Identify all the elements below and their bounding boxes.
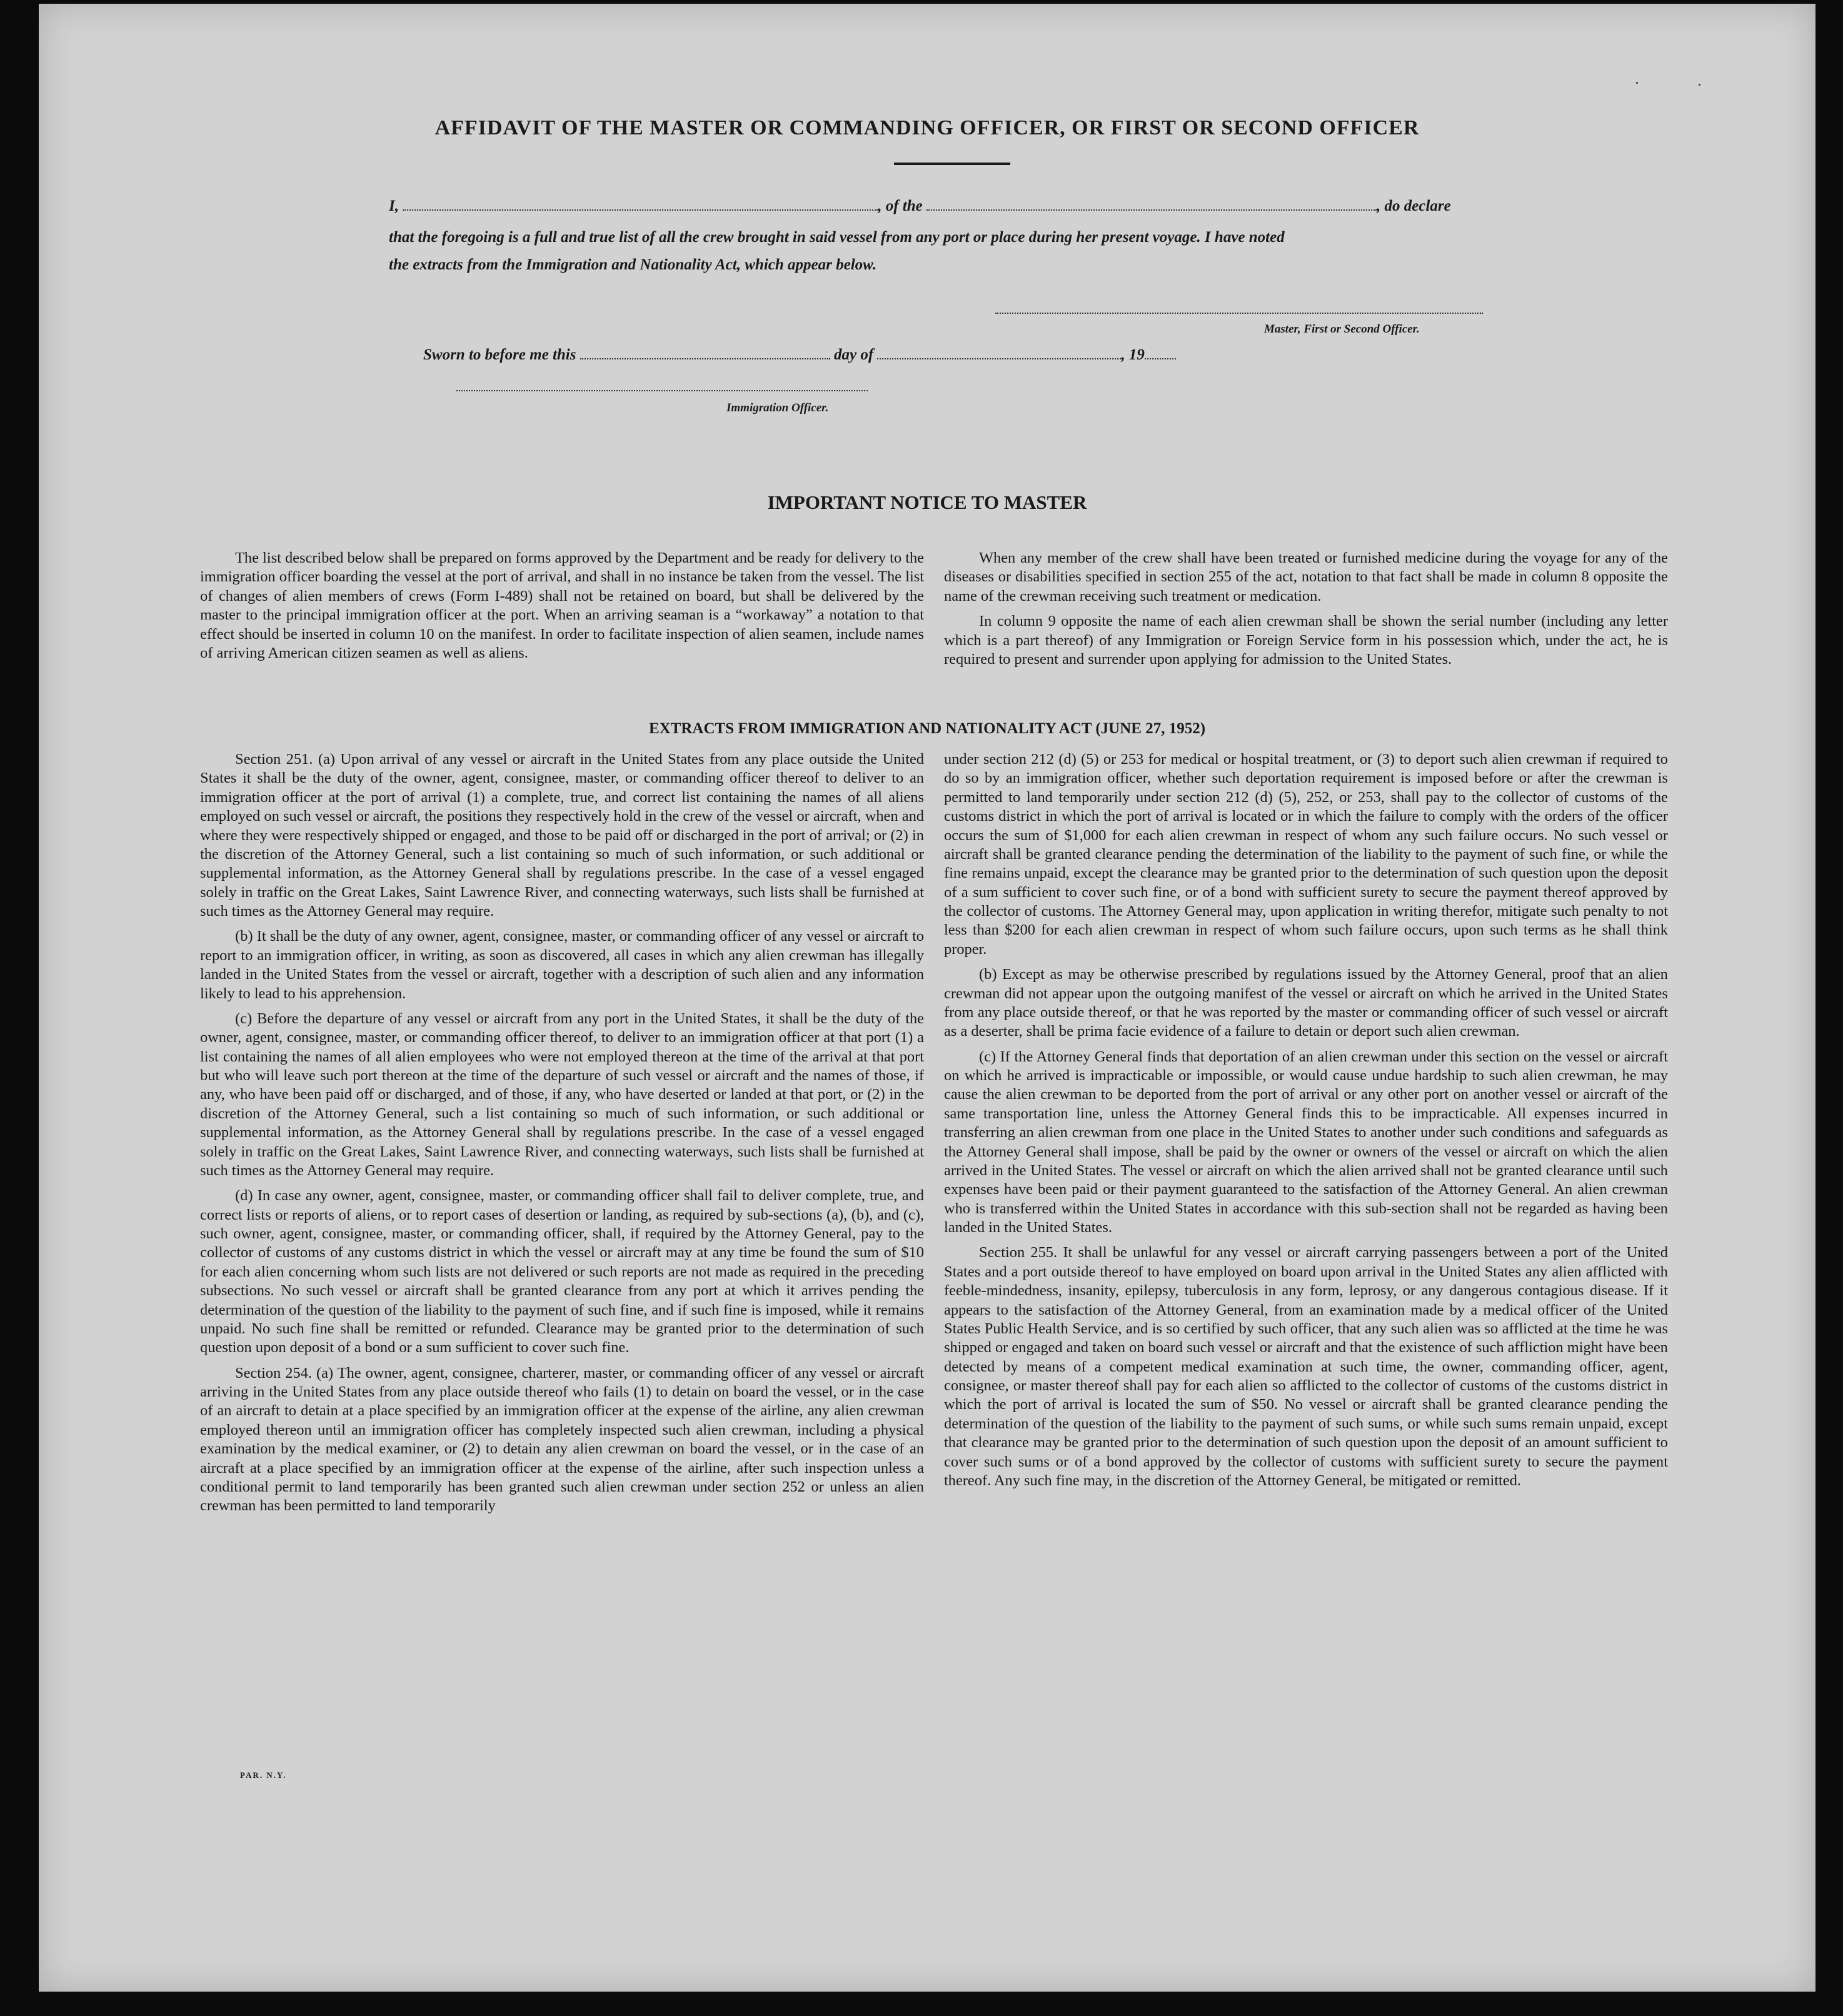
sworn-prefix: Sworn to before me this — [423, 346, 576, 363]
declaration-line-2: that the foregoing is a full and true list of all the crew brought in said vessel from any port or place during her present voyage. I have noted — [389, 229, 1285, 246]
section-254-a-continued: under section 212 (d) (5) or 253 for medical or hospital treatment, or (3) to deport such alien crewman if required to do so by an immigration officer, whether such deportation requirement is imposed before or after the crewman is permitted to land temporarily under section 212 (d) (5), 252, or 253, shall pay to the collector of customs of the customs district in which the port of arrival is located or in which the failure to comply with the orders of the officer occurs the sum of $1,000 for each alien crewman in respect of whom any such failure occurs. No such vessel or aircraft shall be granted clearance pending the determination of the liability to the payment of such fine, or while the fine remains unpaid, except the clearance may be granted prior to the determination of such question upon the deposit of a sum sufficient to cover such fine, or of a bond with sufficient surety to secure the payment thereof approved by the collector of customs. The Attorney General may, upon application in writing therefor, mitigate such penalty to not less than $200 for each alien crewman in respect of whom such failure occurs, upon such terms as he shall think proper. — [944, 751, 1668, 958]
declaration-do-declare: , do declare — [1377, 198, 1451, 214]
immigration-officer-caption: Immigration Officer. — [726, 401, 829, 414]
notice-right-paragraph-2: In column 9 opposite the name of each alien crewman shall be shown the serial number (including any letter which is a part thereof) of any Immigration or Foreign Service form in his possession which, under the act, he is required to present and surrender upon applying for admission to the United States. — [944, 613, 1668, 668]
notice-title: IMPORTANT NOTICE TO MASTER — [767, 491, 1087, 513]
affidavit-title: AFFIDAVIT OF THE MASTER OR COMMANDING OFFICER, OR FIRST OR SECOND OFFICER — [434, 116, 1420, 139]
sworn-month-field[interactable] — [877, 347, 1121, 359]
extracts-left-column — [200, 750, 924, 1522]
section-251-c: (c) Before the departure of any vessel or aircraft from any port in the United States, it shall be the duty of the owner, agent, consignee, master, or commanding officer thereof, to deliver to an immigration officer at that port (1) a list containing the names of all alien employees who were not employed thereon at the time of the arrival at that port but who will leave such port thereon at the time of the departure of such vessel or aircraft and the names of those, if any, who have been paid off or discharged, and of those, if any, who have deserted or landed at that port, or (2) in the discretion of the Attorney General, such a list containing so much of such information, or such additional or supplemental information, as the Attorney General shall by regulations prescribe. In the case of a vessel engaged solely in traffic on the Great Lakes, Saint Lawrence River, and connecting waterways, such lists shall be furnished at such times as the Attorney General may require. — [200, 1010, 924, 1179]
extracts-title: EXTRACTS FROM IMMIGRATION AND NATIONALITY ACT (JUNE 27, 1952) — [648, 720, 1206, 737]
section-251-b: (b) It shall be the duty of any owner, agent, consignee, master, or commanding officer of any vessel or aircraft to report to an immigration officer, in writing, as soon as discovered, all cases in which any alien crewman has illegally landed in the United States from the vessel or aircraft, together with a description of such alien and any information likely to lead to his apprehension. — [200, 928, 924, 1002]
speck — [1699, 84, 1700, 86]
declaration-of-the: , of the — [878, 198, 923, 214]
speck — [1636, 82, 1638, 84]
declaration-i: I, — [389, 198, 399, 214]
section-251-d: (d) In case any owner, agent, consignee, master, or commanding officer shall fail to deliver complete, true, and correct lists or reports of aliens, or to report cases of desertion or landing, as required by sub-sections (a), (b), and (c), such owner, agent, consignee, master, or commanding officer, shall, if required by the Attorney General, pay to the collector of customs of any customs district in which the vessel or aircraft may at any time be found the sum of $10 for each alien concerning whom such lists are not delivered or such reports are not made as required in the preceding subsections. No such vessel or aircraft shall be granted clearance from any port at which it arrives pending the determination of the question of the liability to the payment of such fine, and if such fine is imposed, while it remains unpaid. No such fine shall be remitted or refunded. Clearance may be granted prior to the determination of such question upon deposit of a bond or a sum sufficient to cover such fine. — [200, 1187, 924, 1357]
master-signature-field[interactable] — [995, 313, 1483, 314]
notice-right-column — [944, 549, 1668, 675]
section-254-a: Section 254. (a) The owner, agent, consignee, charterer, master, or commanding officer of any vessel or aircraft arriving in the United States from any place outside thereof who fails (1) to detain on board the vessel, or in the case of an aircraft to detain at a place specified by an immigration officer at the expense of the airline, any alien crewman employed thereon until an immigration officer has completely inspected such alien crewman, including a physical examination by the medical examiner, or (2) to detain any alien crewman on board the vessel, or in the case of an aircraft at a place specified by an immigration officer at the expense of the airline, after such inspection unless a conditional permit to land temporarily has been granted such alien crewman under section 252 or unless an alien crewman has been permitted to land temporarily — [200, 1364, 924, 1515]
form-sheet — [39, 4, 1815, 1992]
notice-right-paragraph-1: When any member of the crew shall have been treated or furnished medicine during the voyage for any of the diseases or disabilities specified in section 255 of the act, notation to that fact shall be made in column 8 opposite the name of the crewman receiving such treatment or medication. — [944, 549, 1668, 604]
notice-left-paragraph: The list described below shall be prepared on forms approved by the Department and be ready for delivery to the immigration officer boarding the vessel at the port of arrival, and shall in no instance be taken from the vessel. The list of changes of alien members of crews (Form I-489) shall not be retained on board, but shall be delivered by the master to the principal immigration officer at the port. When an arriving seaman is a “workaway” a notation to that effect should be inserted in column 10 on the manifest. In order to facilitate inspection of alien seamen, include names of arriving American citizen seamen as well as aliens. — [200, 549, 924, 661]
declaration-line-1 — [389, 198, 1527, 215]
printer-mark: PAR. N.Y. — [240, 1770, 287, 1780]
section-255: Section 255. It shall be unlawful for any vessel or aircraft carrying passengers between a port of the United States and a port outside thereof to have employed on board upon arrival in the United States any alien afflicted with feeble-mindedness, insanity, epilepsy, tuberculosis in any form, leprosy, or any dangerous contagious disease. If it appears to the satisfaction of the Attorney General, from an examination made by a medical officer of the United States Public Health Service, and is so certified by such officer, that any such alien was so afflicted at the time he was shipped or engaged and taken on board such vessel or aircraft and that the existence of such affliction might have been detected by means of a competent medical examination at such time, the owner, commanding officer, agent, consignee, or master thereof shall pay for each alien so afflicted to the collector of customs of the customs district in which the port of arrival is located the sum of $50. No vessel or aircraft shall be granted clearance pending the determination of the question of the liability to the payment of such sums, or while such sums remain unpaid, except that clearance may be granted prior to the determination of such question upon the deposit of an amount sufficient to cover such sums or of a bond approved by the collector of customs with sufficient surety to secure the payment thereof. Any such fine may, in the discretion of the Attorney General, be mitigated or remitted. — [944, 1244, 1668, 1489]
vessel-name-field[interactable] — [927, 198, 1377, 211]
sworn-line — [423, 346, 1176, 364]
declaration-line-3: the extracts from the Immigration and Nationality Act, which appear below. — [389, 256, 877, 273]
immigration-officer-signature-field[interactable] — [456, 390, 868, 391]
extracts-right-column — [944, 750, 1668, 1497]
section-254-c: (c) If the Attorney General finds that deportation of an alien crewman under this section on the vessel or aircraft on which he arrived is impracticable or impossible, or would cause undue hardship to such alien crewman, he may cause the alien crewman to be deported from the port of arrival or any other port on another vessel or aircraft of the same transportation line, unless the Attorney General finds this to be impracticable. All expenses incurred in transferring an alien crewman from one place in the United States to another under such conditions and safeguards as the Attorney General shall impose, shall be paid by the owner or owners of the vessel or aircraft on which the alien arrived in the United States. The vessel or aircraft on which the alien arrived shall not be granted clearance until such expenses have been paid or their payment guaranteed to the satisfaction of the Attorney General. An alien crewman who is transferred within the United States in accordance with this sub-section shall not be regarded as having been landed in the United States. — [944, 1048, 1668, 1236]
sworn-day-of: day of — [833, 346, 874, 363]
declarant-name-field[interactable] — [403, 198, 878, 211]
sworn-year-field[interactable] — [1145, 347, 1176, 359]
title-underline — [894, 163, 1010, 165]
section-254-b: (b) Except as may be otherwise prescribed by regulations issued by the Attorney General, proof that an alien crewman did not appear upon the outgoing manifest of the vessel or aircraft on which he arrived in the United States from any place outside thereof, or that he was reported by the master or commanding officer of such vessel or aircraft as a deserter, shall be prima facie evidence of a failure to detain or deport such alien crewman. — [944, 966, 1668, 1040]
sworn-day-field[interactable] — [580, 347, 830, 359]
master-caption: Master, First or Second Officer. — [1264, 323, 1420, 336]
sworn-year-prefix: , 19 — [1121, 346, 1145, 363]
notice-left-column — [200, 549, 924, 669]
section-251-a: Section 251. (a) Upon arrival of any vessel or aircraft in the United States from any place outside the United States it shall be the duty of the owner, agent, consignee, master, or commanding officer thereof to deliver to an immigration officer at the port of arrival (1) a complete, true, and correct list containing the names of all aliens employed on such vessel or aircraft, the positions they respectively hold in the crew of the vessel or aircraft, when and where they were respectively shipped or engaged, and those to be paid off or discharged in the port of arrival; or (2) in the discretion of the Attorney General, such a list containing so much of such information, or such additional or supplemental information, as the Attorney General shall by regulations prescribe. In the case of a vessel engaged solely in traffic on the Great Lakes, Saint Lawrence River, and connecting waterways, such lists shall be furnished at such times as the Attorney General may require. — [200, 751, 924, 920]
